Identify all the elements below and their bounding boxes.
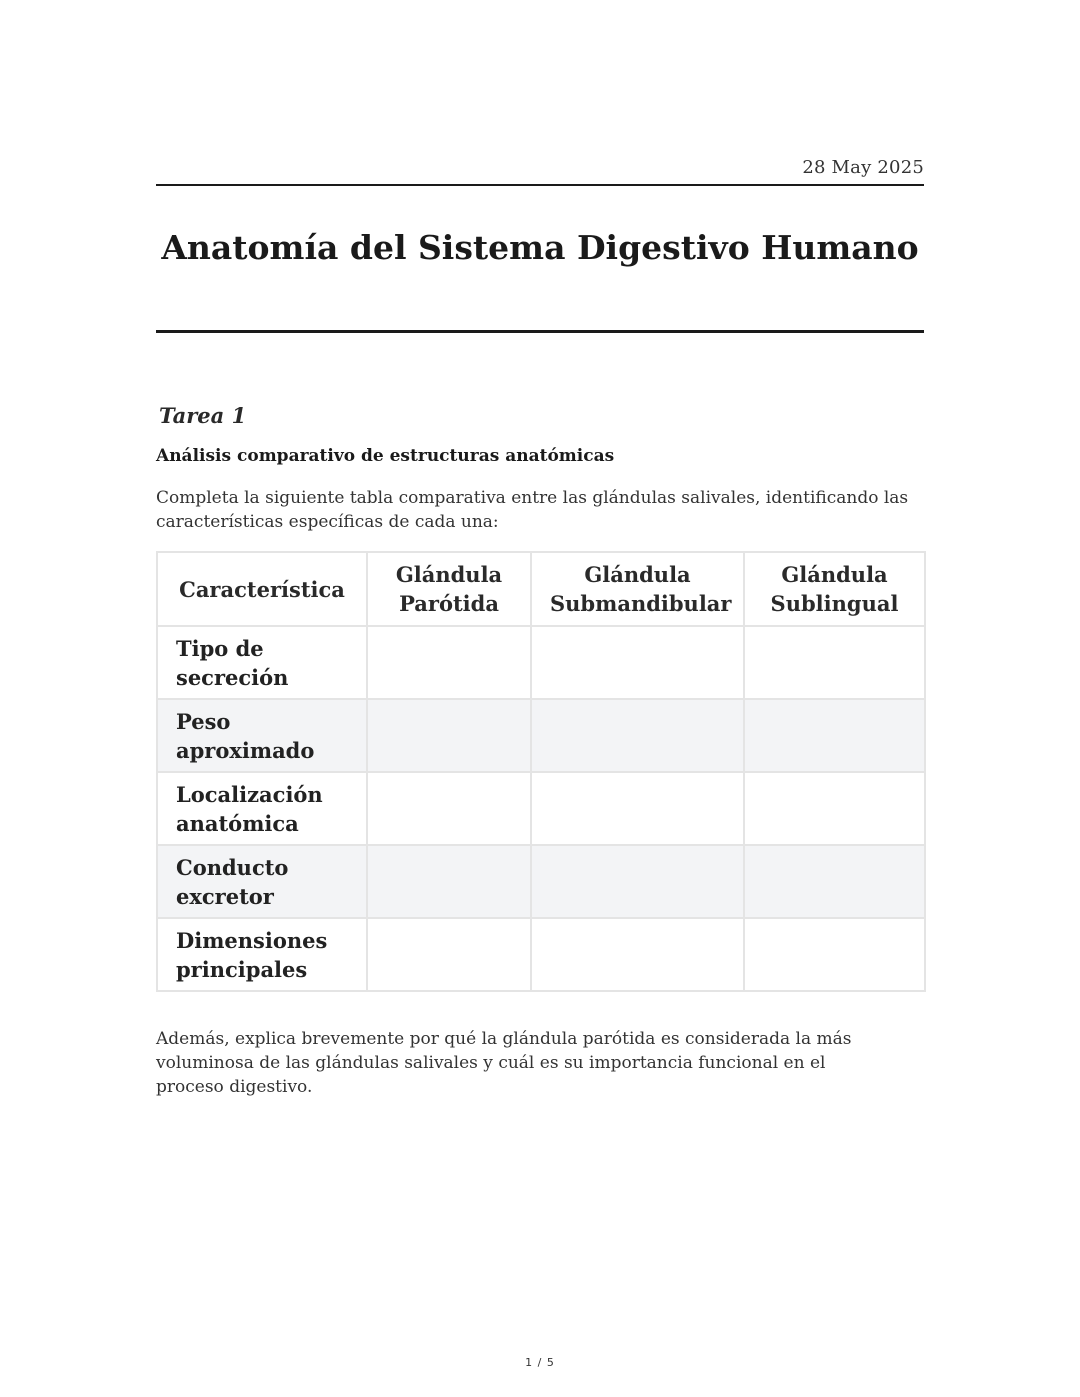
table-row (157, 845, 925, 918)
answer-cell[interactable] (367, 626, 531, 699)
answer-cell[interactable] (744, 918, 925, 991)
answer-cell[interactable] (531, 918, 744, 991)
table-row (157, 699, 925, 772)
header-submandibular: Glándula Submandibular (531, 552, 744, 626)
page-number: 1 / 5 (525, 1356, 555, 1369)
header-sublingual: Glándula Sublingual (744, 552, 925, 626)
table-row (157, 626, 925, 699)
answer-cell[interactable] (744, 626, 925, 699)
header-caracteristica: Característica (157, 552, 367, 626)
answer-cell[interactable] (531, 772, 744, 845)
answer-cell[interactable] (367, 699, 531, 772)
answer-cell[interactable] (367, 918, 531, 991)
answer-cell[interactable] (531, 699, 744, 772)
answer-cell[interactable] (744, 772, 925, 845)
answer-cell[interactable] (367, 845, 531, 918)
answer-cell[interactable] (744, 845, 925, 918)
answer-cell[interactable] (744, 699, 925, 772)
row-label-dimensiones: Dimensiones principales (157, 918, 367, 991)
answer-cell[interactable] (367, 772, 531, 845)
table-row (157, 918, 925, 991)
row-label-tipo-secrecion: Tipo de secreción (157, 626, 367, 699)
task-followup: Además, explica brevemente por qué la glándula parótida es considerada la más voluminosa de las glándulas salivales y cuál es su importancia funcional en el proceso digestivo. (156, 1029, 852, 1097)
table-header-row (157, 552, 925, 626)
header-rule (156, 184, 924, 186)
task-intro: Completa la siguiente tabla comparativa entre las glándulas salivales, identificando las características específicas de cada una: (156, 488, 909, 532)
row-label-conducto: Conducto excretor (157, 845, 367, 918)
task-subtitle: Análisis comparativo de estructuras anatómicas (156, 446, 615, 466)
table-row (157, 772, 925, 845)
header-parotida: Glándula Parótida (367, 552, 531, 626)
task-label: Tarea 1 (159, 403, 247, 428)
document-title: Anatomía del Sistema Digestivo Humano (161, 228, 919, 267)
answer-cell[interactable] (531, 626, 744, 699)
row-label-peso: Peso aproximado (157, 699, 367, 772)
header-date: 28 May 2025 (802, 157, 924, 178)
comparison-table (156, 551, 926, 992)
answer-cell[interactable] (531, 845, 744, 918)
title-rule (156, 330, 924, 333)
row-label-localizacion: Localización anatómica (157, 772, 367, 845)
